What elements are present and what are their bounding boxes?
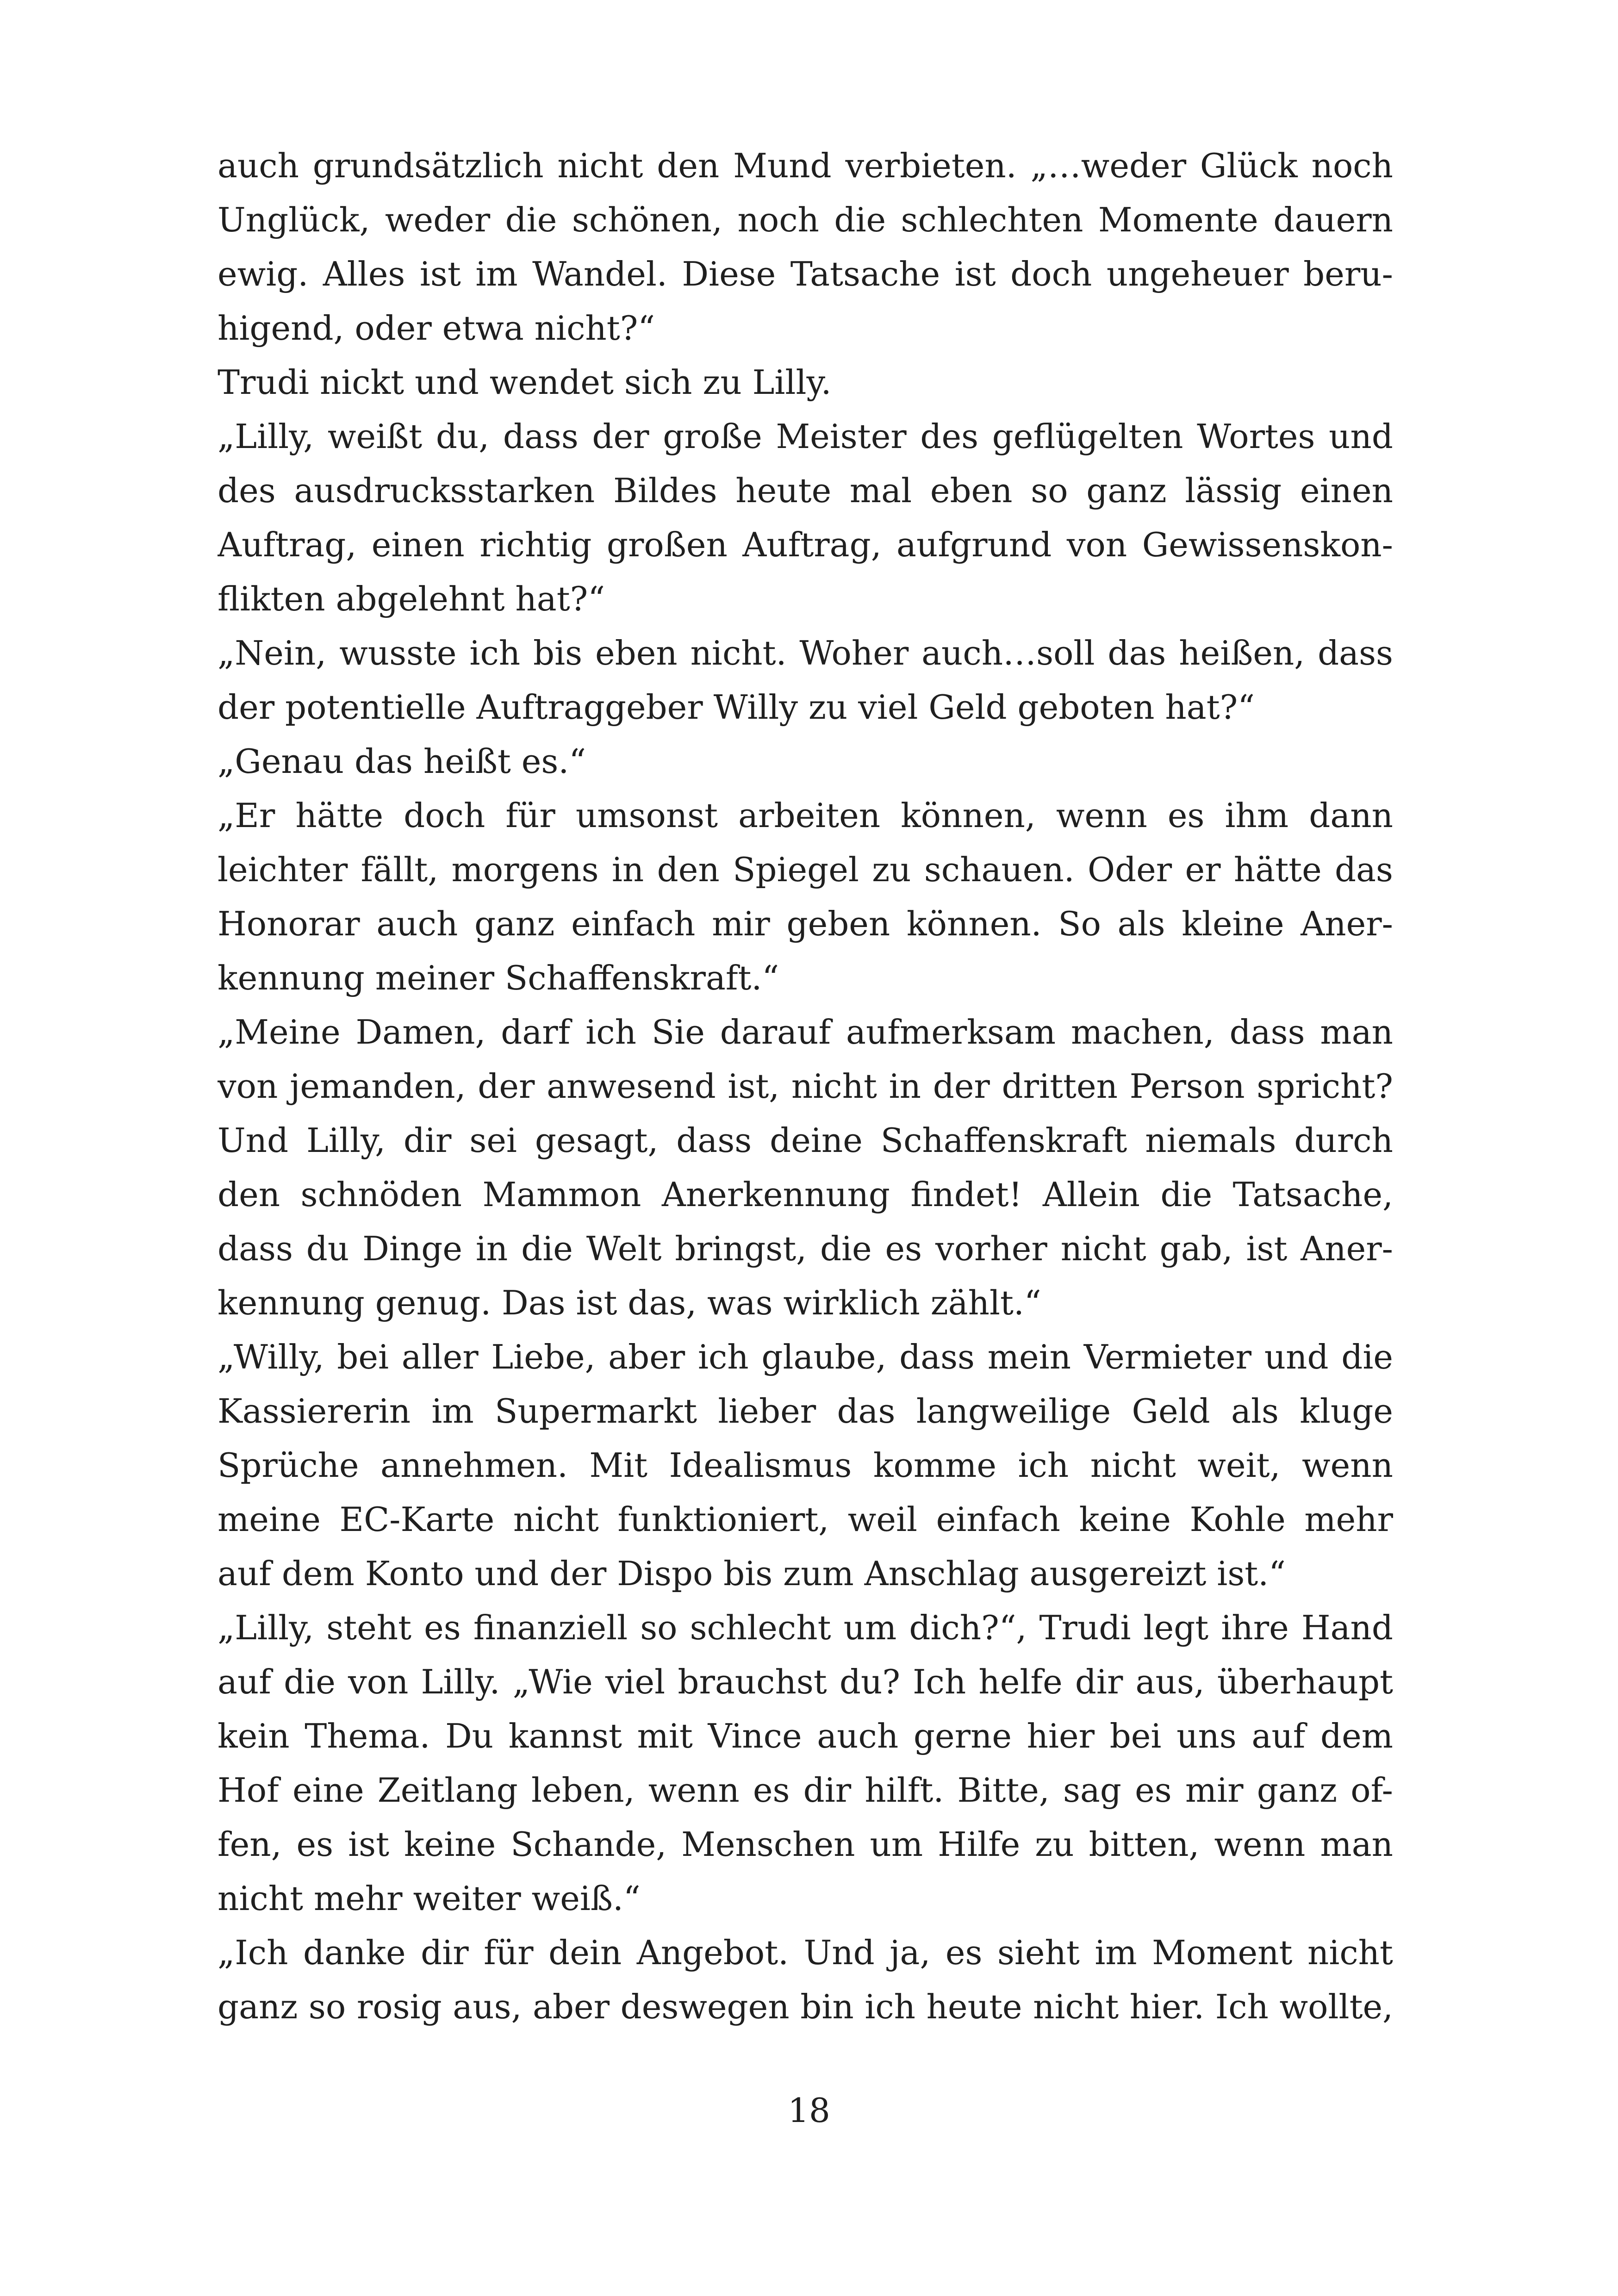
text-line: „Genau das heißt es.“ — [218, 742, 586, 781]
text-line: higend, oder etwa nicht?“ — [218, 309, 655, 348]
body-text — [218, 139, 1393, 2034]
text-line: kennung meiner Schaffenskraft.“ — [218, 958, 779, 997]
text-line: meine EC-Karte nicht funktioniert, weil einfach keine Kohle mehr — [218, 1500, 1393, 1539]
text-line: des ausdrucksstarken Bildes heute mal eben so ganz lässig einen — [218, 471, 1393, 510]
text-line: kein Thema. Du kannst mit Vince auch gerne hier bei uns auf dem — [218, 1717, 1393, 1755]
text-line: auch grundsätzlich nicht den Mund verbieten. „…weder Glück noch — [218, 146, 1393, 185]
text-line: den schnöden Mammon Anerkennung findet! Allein die Tatsache, — [218, 1175, 1393, 1214]
text-line: „Willy, bei aller Liebe, aber ich glaube, dass mein Vermieter und die — [218, 1338, 1393, 1376]
text-line: „Er hätte doch für umsonst arbeiten können, wenn es ihm dann — [218, 796, 1393, 835]
text-line: dass du Dinge in die Welt bringst, die es vorher nicht gab, ist Aner- — [218, 1229, 1393, 1268]
text-line: „Lilly, steht es finanziell so schlecht um dich?“, Trudi legt ihre Hand — [218, 1608, 1393, 1647]
text-line: auf dem Konto und der Dispo bis zum Anschlag ausgereizt ist.“ — [218, 1554, 1286, 1593]
text-line: flikten abgelehnt hat?“ — [218, 579, 605, 618]
text-line: Und Lilly, dir sei gesagt, dass deine Schaffenskraft niemals durch — [218, 1121, 1393, 1160]
text-line: fen, es ist keine Schande, Menschen um Hilfe zu bitten, wenn man — [218, 1825, 1393, 1864]
text-line: Kassiererin im Supermarkt lieber das langweilige Geld als kluge — [218, 1392, 1393, 1431]
text-line: auf die von Lilly. „Wie viel brauchst du? Ich helfe dir aus, überhaupt — [218, 1662, 1393, 1701]
text-line: der potentielle Auftraggeber Willy zu viel Geld geboten hat?“ — [218, 688, 1255, 727]
text-line: „Meine Damen, darf ich Sie darauf aufmerksam machen, dass man — [218, 1013, 1393, 1052]
text-line: Honorar auch ganz einfach mir geben können. So als kleine Aner- — [218, 904, 1393, 943]
text-line: nicht mehr weiter weiß.“ — [218, 1879, 641, 1918]
text-line: „Lilly, weißt du, dass der große Meister des geflügelten Wortes und — [218, 417, 1393, 456]
text-line: Unglück, weder die schönen, noch die schlechten Momente dauern — [218, 200, 1393, 239]
text-line: Sprüche annehmen. Mit Idealismus komme ich nicht weit, wenn — [218, 1446, 1393, 1485]
text-line: Auftrag, einen richtig großen Auftrag, aufgrund von Gewissenskon- — [218, 525, 1393, 564]
text-line: Hof eine Zeitlang leben, wenn es dir hilft. Bitte, sag es mir ganz of- — [218, 1771, 1393, 1810]
text-line: „Nein, wusste ich bis eben nicht. Woher auch…soll das heißen, dass — [218, 634, 1393, 672]
text-line: ewig. Alles ist im Wandel. Diese Tatsache ist doch ungeheuer beru- — [218, 255, 1393, 293]
text-line: Trudi nickt und wendet sich zu Lilly. — [218, 363, 832, 402]
text-line: ganz so rosig aus, aber deswegen bin ich heute nicht hier. Ich wollte, — [218, 1987, 1393, 2026]
page-number: 18 — [788, 2091, 830, 2130]
text-line: leichter fällt, morgens in den Spiegel zu schauen. Oder er hätte das — [218, 850, 1393, 889]
text-line: „Ich danke dir für dein Angebot. Und ja, es sieht im Moment nicht — [218, 1933, 1393, 1972]
text-line: von jemanden, der anwesend ist, nicht in der dritten Person spricht? — [218, 1067, 1393, 1106]
text-line: kennung genug. Das ist das, was wirklich zählt.“ — [218, 1283, 1041, 1322]
